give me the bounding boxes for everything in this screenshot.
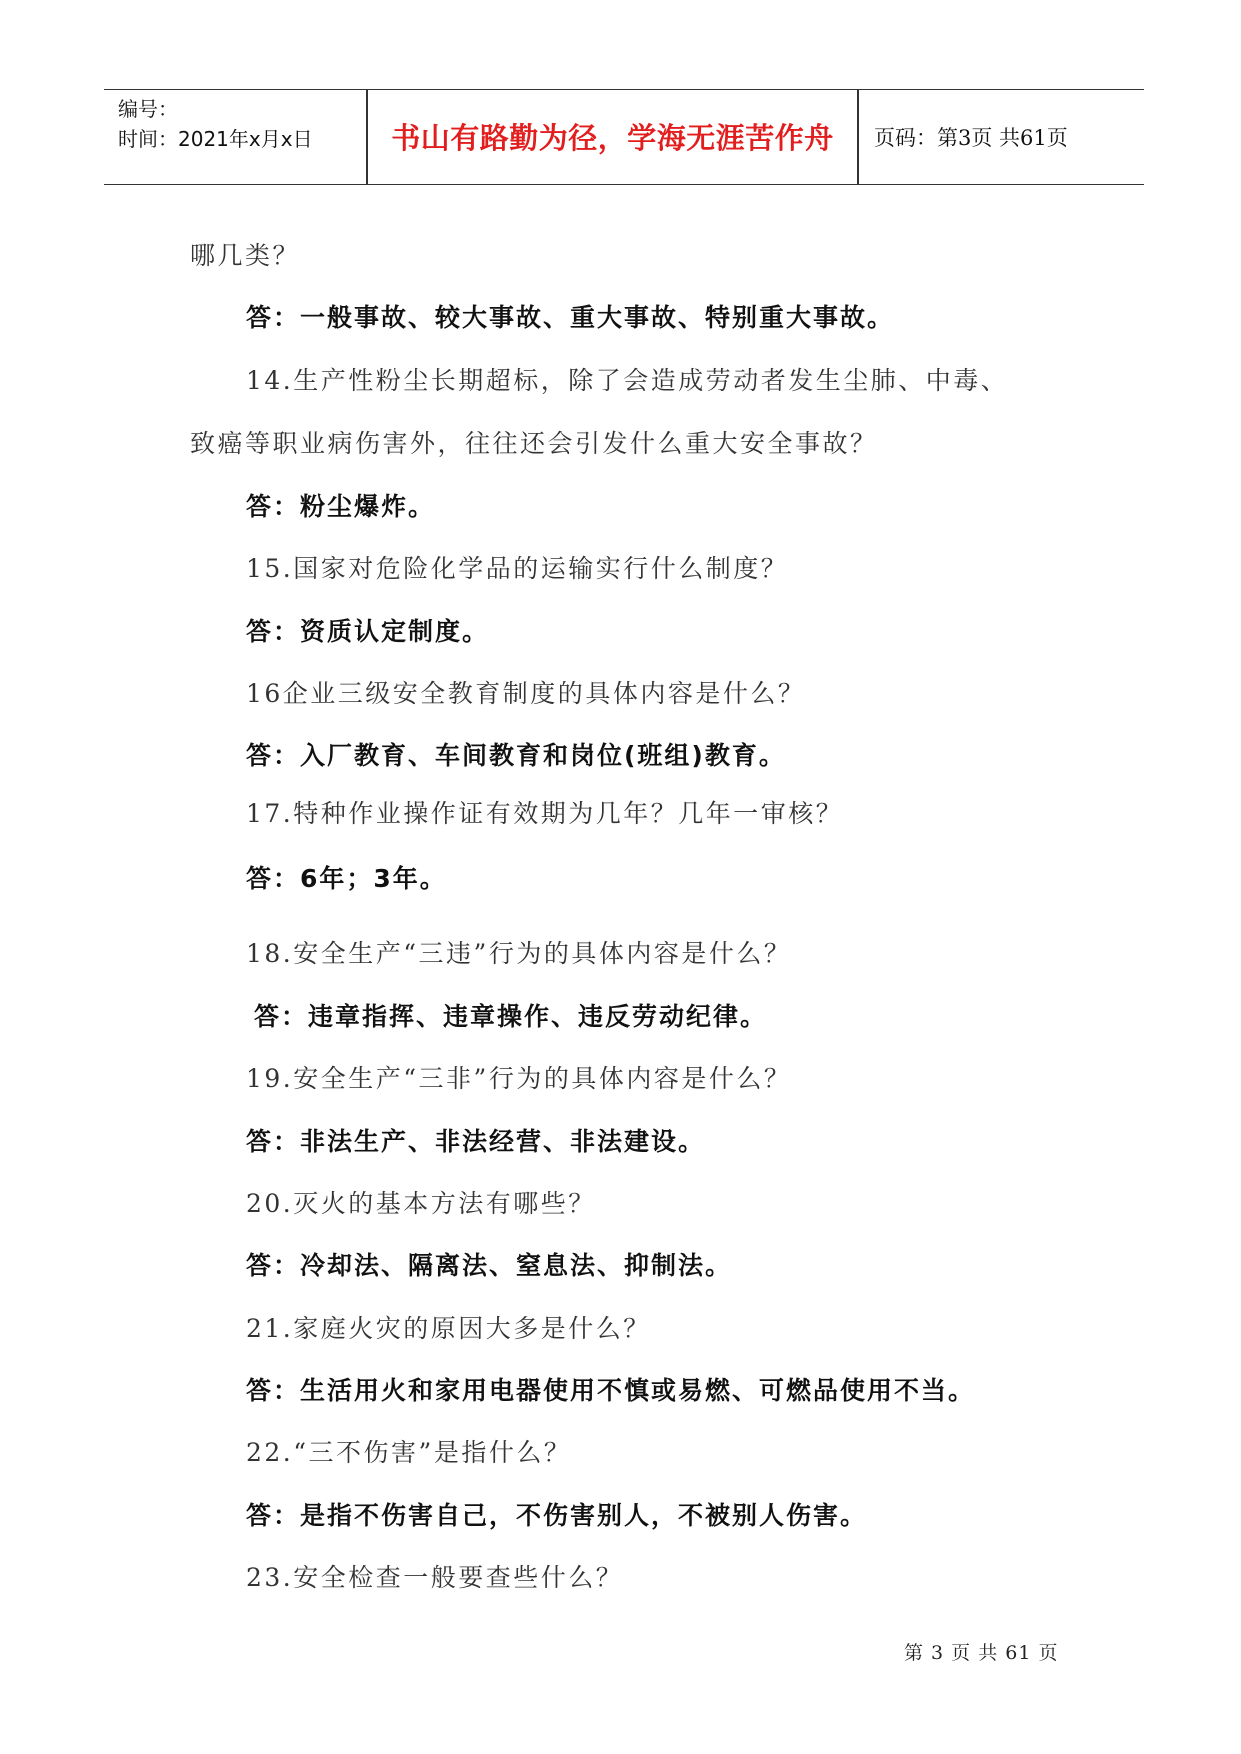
question-line: 15.国家对危险化学品的运输实行什么制度？ [246, 554, 789, 583]
answer-line: 答：非法生产、非法经营、非法建设。 [246, 1127, 706, 1156]
answer-line: 答：入厂教育、车间教育和岗位(班组)教育。 [246, 741, 786, 770]
header-page-code: 页码：第3页 共61页 [874, 126, 1068, 150]
question-line: 17.特种作业操作证有效期为几年？几年一审核？ [246, 799, 844, 828]
question-line: 16企业三级安全教育制度的具体内容是什么？ [246, 679, 806, 708]
header-meta [118, 94, 313, 154]
time-label: 时间：2021年x月x日 [118, 127, 313, 151]
answer-line: 答：生活用火和家用电器使用不慎或易燃、可燃品使用不当。 [246, 1376, 976, 1405]
answer-line: 答：冷却法、隔离法、窒息法、抑制法。 [246, 1251, 733, 1280]
question-line: 18.安全生产“三违”行为的具体内容是什么？ [246, 939, 792, 968]
answer-line: 答：粉尘爆炸。 [246, 492, 436, 521]
answer-line: 答：违章指挥、违章操作、违反劳动纪律。 [254, 1002, 768, 1031]
answer-line: 答：6年；3年。 [246, 864, 447, 893]
header-motto: 书山有路勤为径，学海无涯苦作舟 [391, 121, 834, 155]
answer-line: 答：资质认定制度。 [246, 617, 490, 646]
question-line: 23.安全检查一般要查些什么？ [246, 1563, 624, 1592]
question-line: 致癌等职业病伤害外，往往还会引发什么重大安全事故？ [190, 429, 878, 458]
page-footer: 第 3 页 共 61 页 [904, 1642, 1059, 1664]
answer-line: 答：是指不伤害自己，不伤害别人，不被别人伤害。 [246, 1501, 868, 1530]
header-divider [857, 90, 859, 184]
question-line: 14.生产性粉尘长期超标，除了会造成劳动者发生尘肺、中毒、 [246, 366, 1009, 395]
question-line: 19.安全生产“三非”行为的具体内容是什么？ [246, 1064, 792, 1093]
question-line: 21.家庭火灾的原因大多是什么？ [246, 1314, 651, 1343]
question-line: 20.灭火的基本方法有哪些？ [246, 1189, 596, 1218]
serial-label: 编号： [118, 97, 178, 121]
question-line: 22.“三不伤害”是指什么？ [246, 1438, 572, 1467]
answer-line: 答：一般事故、较大事故、重大事故、特别重大事故。 [246, 303, 895, 332]
question-line: 哪几类？ [190, 241, 301, 270]
page-header [104, 89, 1144, 185]
